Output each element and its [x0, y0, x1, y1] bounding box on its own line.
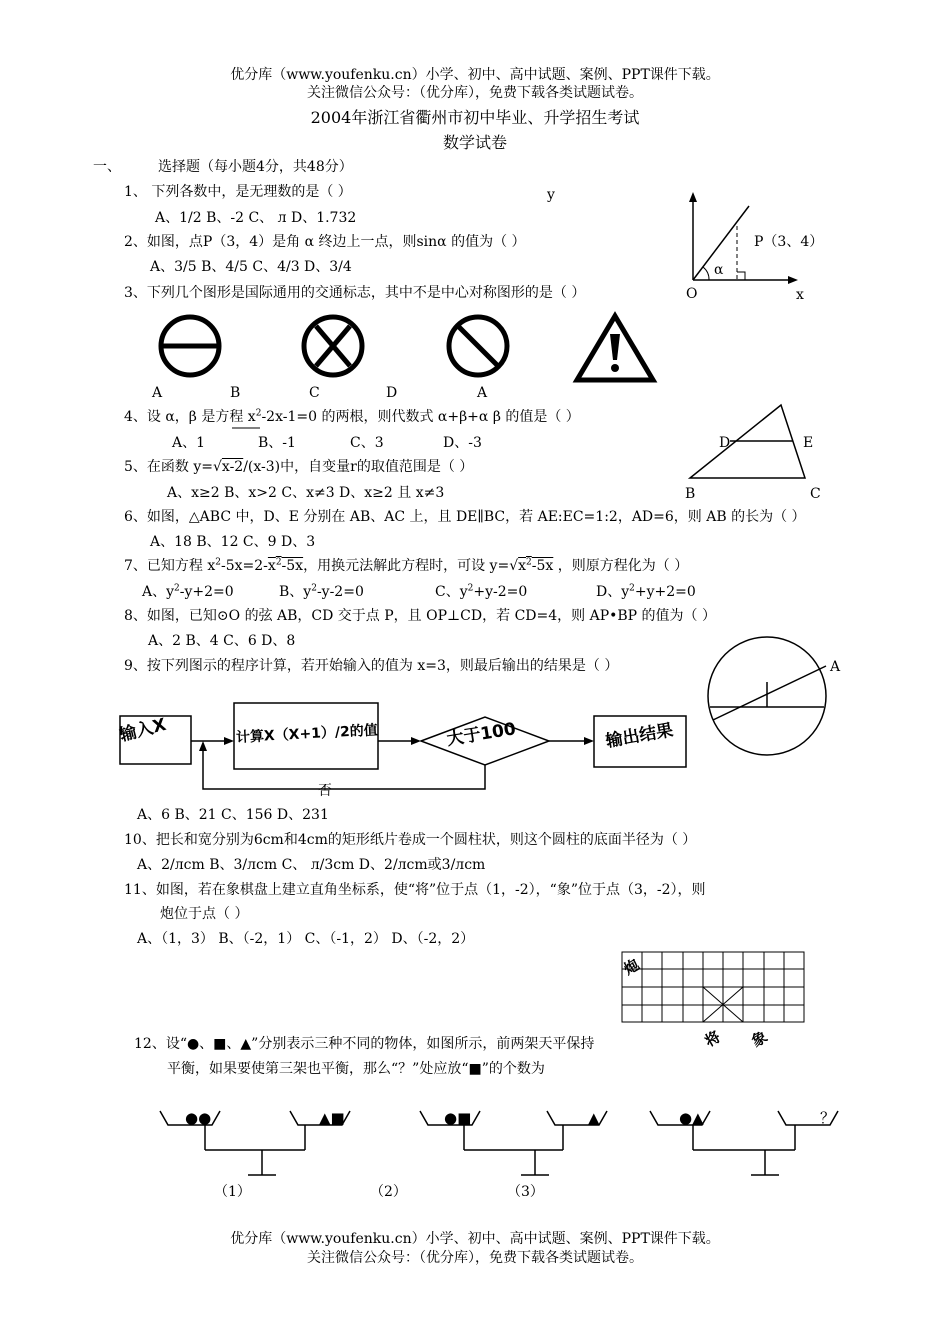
question-5-options: A、x≥2 B、x>2 C、x≠3 D、x≥2 且 x≠3 — [167, 485, 445, 501]
question-7-option-c: C、$y^2+y-2=0$ — [435, 583, 528, 600]
sign-label-4: D — [386, 385, 398, 401]
triangle-label-b: B — [685, 486, 696, 502]
question-4-option-a: A、1 — [172, 435, 206, 451]
question-11-stem-2: 炮位于点（ ） — [160, 906, 249, 922]
triangle-figure — [685, 400, 815, 485]
chess-piece-pao: 炮 — [620, 955, 643, 979]
balance-1-right-pan: ▲■ — [319, 1109, 345, 1127]
angle-figure-origin-label: O — [686, 286, 698, 302]
flowchart-no-label: 否 — [318, 783, 332, 799]
balance-2-right-pan: ▲ — [588, 1109, 600, 1127]
flowchart-figure — [115, 700, 690, 795]
chess-piece-jiang: 将 — [701, 1027, 724, 1051]
chess-piece-xiang: 象 — [748, 1027, 771, 1051]
question-7-option-a: A、$y^2-y+2=0$ — [142, 583, 234, 600]
header-line-1: 优分库（www.youfenku.cn）小学、初中、高中试题、案例、PPT课件下载。 — [230, 67, 720, 83]
balance-1-label: （1） — [214, 1184, 251, 1200]
question-4-option-b: B、-1 — [258, 435, 296, 451]
section-heading: 选择题（每小题4分，共48分） — [158, 159, 353, 175]
question-4-option-d: D、-3 — [443, 435, 482, 451]
angle-figure-x-label: x — [796, 287, 804, 303]
question-7-stem: 7、已知方程 $x^2-5x=2-x^2-5x$，用换元法解此方程时，可设 $y=√x^2-5x$ ，则原方程化为（ ） — [124, 557, 689, 574]
question-10-stem: 10、把长和宽分别为6cm和4cm的矩形纸片卷成一个圆柱状，则这个圆柱的底面半径为（ ） — [124, 832, 697, 848]
balance-2-left-pan: ●■ — [444, 1109, 472, 1127]
flowchart-output-label: 输出结果 — [604, 720, 675, 752]
flowchart-decision-label: 大于100 — [445, 719, 518, 750]
question-2-stem: 2、如图，点P（3，4）是角 α 终边上一点，则sinα 的值为（ ） — [124, 234, 526, 250]
triangle-label-c: C — [810, 486, 821, 502]
sign-label-2: B — [230, 385, 241, 401]
question-5-stem: 5、在函数 y=√x-2/(x-3)中，自变量r的取值范围是（ ） — [124, 459, 474, 475]
exam-subtitle: 数学试卷 — [442, 133, 507, 152]
balance-3-right-pan: ？ — [820, 1109, 836, 1127]
angle-figure-y-label: y — [547, 187, 555, 203]
header-line-2: 关注微信公众号：（优分库），免费下载各类试题试卷。 — [307, 85, 643, 101]
sign-label-3: C — [309, 385, 320, 401]
question-2-options: A、3/5 B、4/5 C、4/3 D、3/4 — [150, 259, 352, 275]
traffic-signs-figure — [150, 308, 660, 388]
question-1-options: A、1/2 B、-2 C、 л D、1.732 — [155, 210, 357, 226]
balance-3-left-pan: ●▲ — [679, 1109, 704, 1127]
balance-1-left-pan: ●● — [185, 1109, 212, 1127]
sign-label-5: A — [477, 385, 488, 401]
chess-board-figure — [620, 950, 810, 1030]
footer-line-2: 关注微信公众号：（优分库），免费下载各类试题试卷。 — [307, 1250, 643, 1266]
triangle-label-e: E — [803, 435, 814, 451]
footer-line-1: 优分库（www.youfenku.cn）小学、初中、高中试题、案例、PPT课件下载。 — [230, 1231, 720, 1247]
question-8-options: A、2 B、4 C、6 D、8 — [148, 633, 296, 649]
flowchart-input-label: 输入X — [117, 714, 169, 746]
question-11-stem-1: 11、如图，若在象棋盘上建立直角坐标系，使“将”位于点（1，-2），“象”位于点（3，-2），则 — [124, 882, 706, 898]
triangle-label-d: D — [719, 435, 731, 451]
sign-a-icon — [161, 317, 219, 375]
question-10-options: A、2/лcm B、3/лcm C、 л/3cm D、2/лcm或3/лcm — [137, 857, 486, 873]
question-1-stem: 1、 下列各数中，是无理数的是（ ） — [124, 184, 352, 200]
question-9-stem: 9、按下列图示的程序计算，若开始输入的值为 x=3，则最后输出的结果是（ ） — [124, 658, 619, 674]
sign-c-icon — [449, 317, 507, 375]
balance-2-label: （2） — [370, 1184, 407, 1200]
angle-figure-point-label: P（3、4） — [754, 234, 824, 250]
question-6-stem: 6、如图，△ABC 中，D、E 分别在 AB、AC 上，且 DE∥BC，若 AE:EC=1:2，AD=6，则 AB 的长为（ ） — [124, 509, 806, 525]
balance-3-label: （3） — [507, 1184, 544, 1200]
sign-b-icon — [304, 317, 362, 375]
question-4-stem: 4、设 α，β 是方程 $x^2-2x-1=0$ 的两根，则代数式 α+β+α β 的值是（ ） — [124, 408, 580, 425]
question-11-options: A、（1，3） B、（-2，1） C、（-1，2） D、（-2，2） — [137, 931, 475, 947]
exam-title: 2004年浙江省衢州市初中毕业、升学招生考试 — [310, 108, 640, 127]
question-12-stem-1: 12、设“●、■、▲”分别表示三种不同的物体，如图所示，前两架天平保持 — [134, 1036, 595, 1052]
sign-d-warning-icon — [577, 316, 653, 380]
question-12-stem-2: 平衡，如果要使第三架也平衡，那么“？”处应放“■”的个数为 — [167, 1061, 545, 1077]
question-9-options: A、6 B、21 C、156 D、231 — [137, 807, 329, 823]
question-4-option-c: C、3 — [350, 435, 384, 451]
sign-label-1: A — [152, 385, 163, 401]
question-7-option-d: D、$y^2+y+2=0$ — [596, 583, 696, 600]
q4-stray-mark — [232, 427, 262, 431]
circle-label-a: A — [830, 659, 841, 675]
question-8-stem: 8、如图，已知⊙O 的弦 AB，CD 交于点 P，且 OP⊥CD，若 CD=4，则 AP•BP 的值为（ ） — [124, 608, 716, 624]
question-7-option-b: B、$y^2-y-2=0$ — [279, 583, 364, 600]
question-3-stem: 3、下列几个图形是国际通用的交通标志，其中不是中心对称图形的是（ ） — [124, 285, 586, 301]
question-6-options: A、18 B、12 C、9 D、3 — [150, 534, 316, 550]
circle-figure — [705, 632, 830, 762]
section-number: 一、 — [93, 159, 121, 175]
balance-scales-figure — [160, 1106, 870, 1178]
angle-figure-alpha-label: α — [714, 262, 724, 278]
flowchart-compute-label: 计算X（X+1）/2的值 — [235, 722, 379, 746]
